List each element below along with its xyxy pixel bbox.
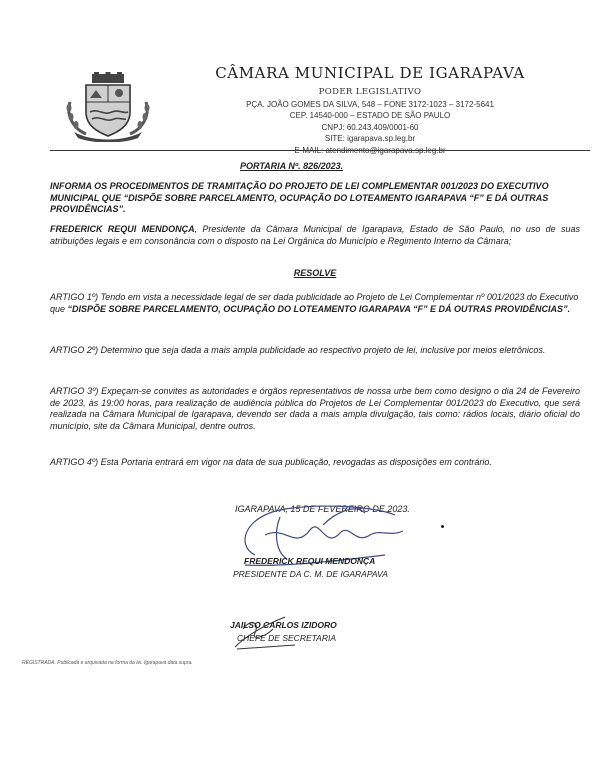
article-1-bold: “DISPÕE SOBRE PARCELAMENTO, OCUPAÇÃO DO LOTEAMENTO IGARAPAVA “F” E DÁ OUTRAS PROVIDÊNCIAS”. xyxy=(67,303,571,314)
document-title: PORTARIA Nº. 826/2023. xyxy=(240,161,344,171)
cep-line: CEP. 14540-000 – ESTADO DE SÃO PAULO xyxy=(289,111,451,120)
signer-2-name: JAILSO CARLOS IZIDORO xyxy=(230,620,337,630)
registration-note: REGISTRADA. Publicada e arquivada na forma da lei. Igarapava data supra. xyxy=(22,660,193,666)
preamble-name: FREDERICK REQUI MENDONÇA xyxy=(50,224,195,234)
header-divider xyxy=(50,150,590,151)
signer-1-name: FREDERICK REQUI MENDONÇA xyxy=(244,556,376,566)
article-3: ARTIGO 3º) Expeçam-se convites as autoridades e órgãos representativos de nossa urbe bem como designo o dia 24 de Fevereiro de 2023, às 19:00 horas, para realização de audiência pública do Projetos de Lei Complementar 001/2023 do Executivo, que será realizada na Câmara Municipal de Igarapava, devendo ser dada a mais ampla divulgação, tais como: rádios locais, diário oficial do município, site da Câmara Municipal, dentre outros. xyxy=(50,386,580,431)
resolve-heading: RESOLVE xyxy=(293,268,337,278)
article-1-text: ARTIGO 1º) Tendo em vista a necessidade legal de ser dada publicidade ao Projeto de Lei Complementar nº 001/2023 do Executivo que xyxy=(50,292,579,314)
mark-dot xyxy=(441,525,444,528)
email-line: E-MAIL: atendimento@igarapava.sp.leg.br xyxy=(294,145,446,155)
address-line: PÇA. JOÃO GOMES DA SILVA, 548 – FONE 3172-1023 – 3172-5641 xyxy=(246,99,494,109)
signer-2-role: CHEFE DE SECRETARIA xyxy=(237,633,337,643)
institution-name: CÂMARA MUNICIPAL DE IGARAPAVA xyxy=(215,64,525,82)
letterhead xyxy=(190,64,550,156)
cnpj-line: CNPJ: 60.243.409/0001-60 xyxy=(321,122,419,132)
ementa-paragraph: INFORMA OS PROCEDIMENTOS DE TRAMITAÇÃO DO PROJETO DE LEI COMPLEMENTAR 001/2023 DO EXECUTIVO MUNICIPAL QUE “DISPÕE SOBRE PARCELAMENTO, OCUPAÇÃO DO LOTEAMENTO IGARAPAVA “F” E DÁ OUTRAS PROVIDÊNCIAS”. xyxy=(50,181,549,214)
document-date: IGARAPAVA, 15 DE FEVEREIRO DE 2023. xyxy=(235,504,410,514)
branch-name: PODER LEGISLATIVO xyxy=(318,87,422,97)
preamble-text: , Presidente da Câmara Municipal de Igarapava, Estado de São Paulo, no uso de suas atribuições legais e em consonância com o disposto na Lei Orgânica do Município e Regimento Interno da Câmara; xyxy=(50,224,580,246)
site-line: SITE: igarapava.sp.leg.br xyxy=(324,134,416,143)
article-4: ARTIGO 4º) Esta Portaria entrará em vigor na data de sua publicação, revogadas as disposições em contrário. xyxy=(50,457,492,467)
signer-1-role: PRESIDENTE DA C. M. DE IGARAPAVA xyxy=(233,569,388,579)
preamble-paragraph xyxy=(50,224,580,247)
article-1 xyxy=(50,292,580,315)
coat-of-arms-icon xyxy=(62,72,154,142)
article-2: ARTIGO 2º) Determino que seja dada a mais ampla publicidade ao respectivo projeto de lei, inclusive por meios eletrônicos. xyxy=(50,345,546,355)
